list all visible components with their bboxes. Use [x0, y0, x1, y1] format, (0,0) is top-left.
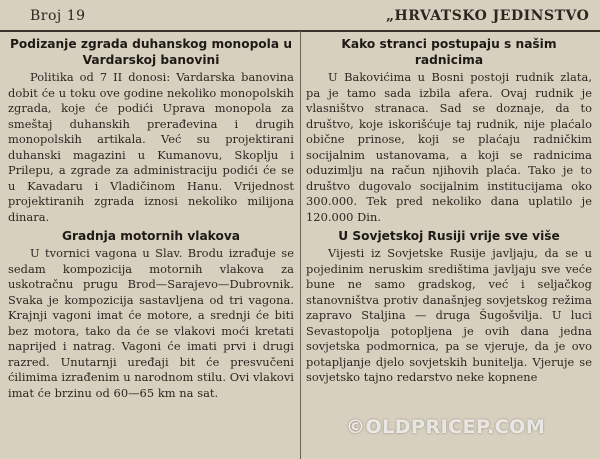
article-body: U tvornici vagona u Slav. Brodu izrađuje se sedam kompozicija motornih vlakova za uskotračnu prugu Brod—Sarajevo—Dubrovnik. Svaka je kompozicija sastavljena od tri vagona. Krajnji vagoni imat će motore, a srednji će biti bez motora, tako da će se vlakovi moći kretati naprijed i natrag. Vagoni će imati prvi i drugi razred. Unutarnji uređaji bit će presvučeni ćilimima izrađenim u narodnom stilu. Ovi vlakovi imat će brzinu od 60—65 km na sat.	[8, 246, 295, 400]
left-column	[8, 36, 294, 404]
column-divider	[300, 31, 301, 459]
article-motor-trains	[8, 228, 294, 401]
article-body: Vijesti iz Sovjetske Rusije javljaju, da se u pojedinim neruskim središtima javljaju sve veće bune ne samo gradskog, već i seljačkog stanovništva protiv današnjeg sovjetskog režima zapravo Staljina — druga Šugošvilja. U luci Sevastopolja potopljena je ovih dana jedna sovjetska podmornica, pa se vjeruje, da je ovo potapljanje djelo sovjetskih bunitelja. Vjeruje se sovjetsko tajno redarstvo neke kopnene	[306, 246, 592, 384]
article-body: Politika od 7 II donosi: Vardarska banovina dobit će u toku ove godine nekoliko monopolskih zgrada, koje će podići Uprava monopola za smeštaj duhanskih prerađevina i drugih monopolskih artikala. Već su projektirani duhanski magazini u Kumanovu, Skoplju i Prilepu, a zgrade za administraciju podići će se u Kavadaru i Vladičinom Hanu. Vrijednost projektiranih zgrada iznosi nekoliko milijona dinara.	[8, 70, 294, 224]
newspaper-masthead: „HRVATSKO JEDINSTVO	[386, 8, 590, 24]
article-soviet-russia	[306, 228, 592, 386]
page-header	[0, 0, 600, 32]
article-tobacco-monopoly	[8, 36, 294, 225]
article-title: Gradnja motornih vlakova	[61, 229, 240, 243]
article-title: Podizanje zgrada duhanskog monopola u Vardarskoj banovini	[9, 37, 293, 67]
article-title: Kako stranci postupaju s našim radnicima	[341, 37, 557, 67]
issue-number: Broj 19	[30, 8, 86, 24]
article-body: U Bakovićima u Bosni postoji rudnik zlata, pa je tamo sada izbila afera. Ovaj rudnik je vlasništvo stranaca. Sad se doznaje, da to društvo, koje iskorišćuje taj rudnik, nije plaćalo obične prinose, koji se plaćaju radničkim socijalnim ustanovama, a koji se radnicima oduzimlju na račun njihovih plaća. Tako je to društvo dugovalo socijalnim institucijama oko 300.000. Tek pred nekoliko dana uplatilo je 120.000 Din.	[306, 70, 592, 224]
article-title: U Sovjetskoj Rusiji vrije sve više	[338, 229, 560, 243]
watermark: ©OLDPRICEP.COM	[346, 416, 546, 438]
right-column	[306, 36, 592, 389]
article-foreign-employers	[306, 36, 592, 225]
